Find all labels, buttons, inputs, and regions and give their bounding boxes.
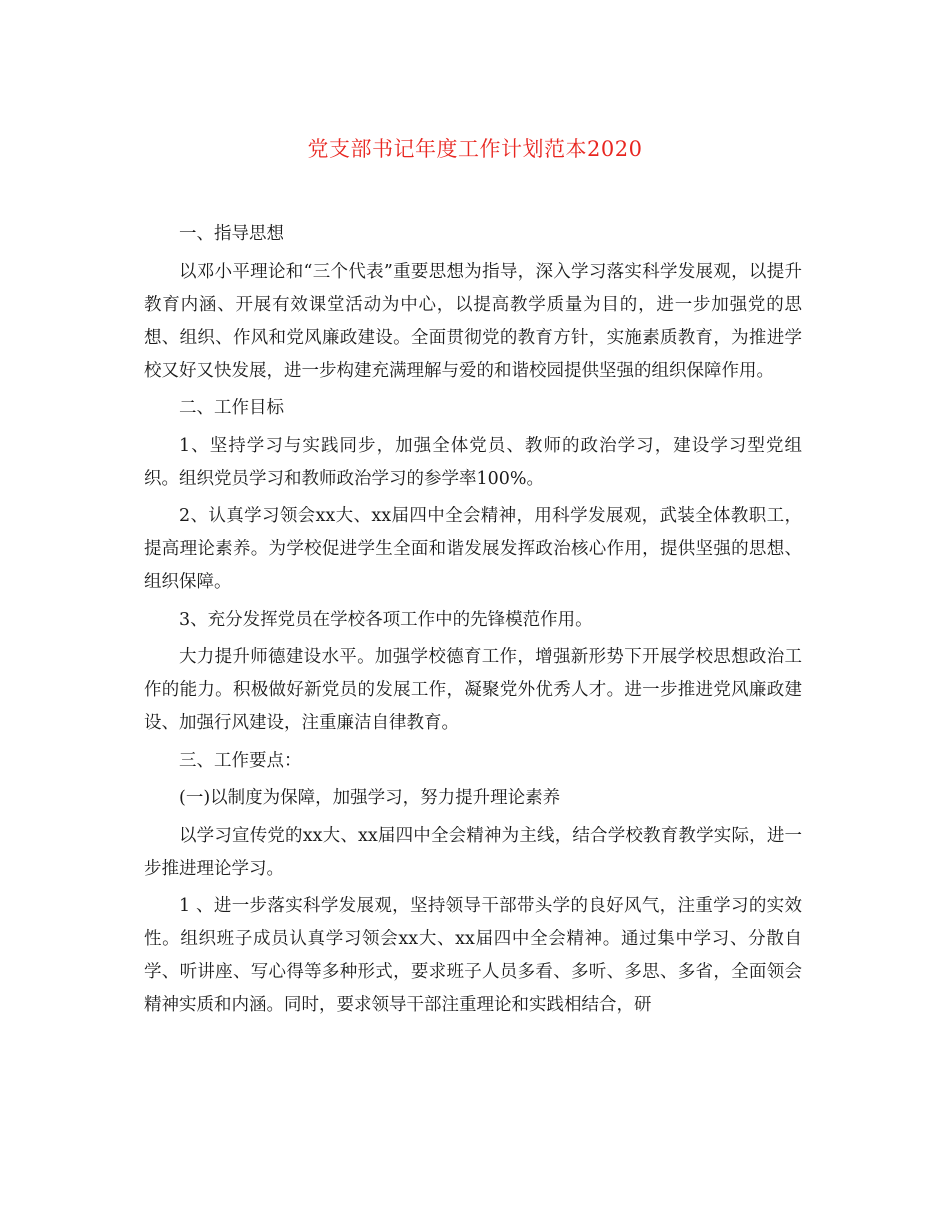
body-paragraph: 以邓小平理论和“三个代表”重要思想为指导，深入学习落实科学发展观，以提升教育内涵、开展有效课堂活动为中心，以提高教学质量为目的，进一步加强党的思想、组织、作风和党风廉政建设。全面贯彻党的教育方针，实施素质教育，为推进学校又好又快发展，进一步构建充满理解与爱的和谐校园提供坚强的组织保障作用。 [144, 261, 802, 381]
body-paragraph: 以学习宣传党的xx大、xx届四中全会精神为主线，结合学校教育教学实际，进一步推进理论学习。 [144, 825, 802, 879]
section-heading-work-goals: 二、工作目标 [179, 398, 284, 418]
subsection-heading: (一)以制度为保障，加强学习，努力提升理论素养 [179, 788, 561, 808]
body-paragraph: 2、认真学习领会xx大、xx届四中全会精神，用科学发展观，武装全体教职工，提高理论素养。为学校促进学生全面和谐发展发挥政治核心作用，提供坚强的思想、组织保障。 [144, 506, 802, 592]
body-paragraph: 1、坚持学习与实践同步，加强全体党员、教师的政治学习，建设学习型党组织。组织党员学习和教师政治学习的参学率100%。 [144, 435, 802, 489]
section-heading-work-points: 三、工作要点： [179, 750, 302, 771]
body-paragraph: 大力提升师德建设水平。加强学校德育工作，增强新形势下开展学校思想政治工作的能力。积极做好新党员的发展工作，凝聚党外优秀人才。进一步推进党风廉政建设、加强行风建设，注重廉洁自律教育。 [144, 647, 802, 733]
body-paragraph: 1 、进一步落实科学发展观，坚持领导干部带头学的良好风气，注重学习的实效性。组织班子成员认真学习领会xx大、xx届四中全会精神。通过集中学习、分散自学、听讲座、写心得等多种形式，要求班子人员多看、多听、多思、多省，全面领会精神实质和内涵。同时，要求领导干部注重理论和实践相结合，研 [144, 896, 802, 1015]
document-body [144, 218, 802, 1027]
document-title: 党支部书记年度工作计划范本2020 [307, 137, 643, 161]
section-heading-guiding-ideology: 一、指导思想 [179, 224, 284, 244]
body-paragraph: 3、充分发挥党员在学校各项工作中的先锋模范作用。 [179, 609, 593, 630]
